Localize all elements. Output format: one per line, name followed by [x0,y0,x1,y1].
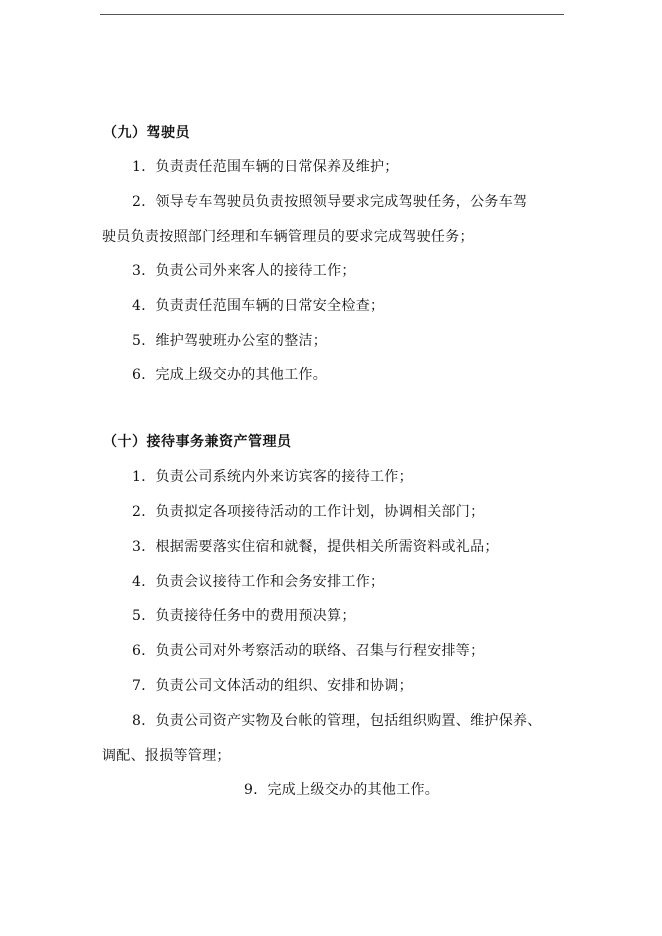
section-heading-driver: （九）驾驶员 [103,125,190,141]
driver-duty-3: 3．负责公司外来客人的接待工作； [132,263,356,279]
reception-duty-8-continued: 调配、报损等管理； [102,748,231,764]
driver-duty-6: 6．完成上级交办的其他工作。 [132,367,328,383]
reception-duty-9: 9．完成上级交办的其他工作。 [244,782,440,798]
reception-duty-2: 2．负责拟定各项接待活动的工作计划，协调相关部门； [132,504,485,520]
reception-duty-1: 1．负责公司系统内外来访宾客的接待工作； [132,469,413,485]
reception-duty-4: 4．负责会议接待工作和会务安排工作； [132,574,385,590]
driver-duty-2-continued: 驶员负责按照部门经理和车辆管理员的要求完成驾驶任务； [102,229,474,245]
header-rule [100,14,564,15]
reception-duty-6: 6．负责公司对外考察活动的联络、召集与行程安排等； [132,643,485,659]
driver-duty-5: 5．维护驾驶班办公室的整洁； [132,333,328,349]
driver-duty-1: 1．负责责任范围车辆的日常保养及维护； [132,159,399,175]
reception-duty-8: 8．负责公司资产实物及台帐的管理，包括组织购置、维护保养、 [132,713,542,729]
reception-duty-7: 7．负责公司文体活动的组织、安排和协调； [132,678,413,694]
reception-duty-5: 5．负责接待任务中的费用预决算； [132,608,356,624]
driver-duty-4: 4．负责责任范围车辆的日常安全检查； [132,298,385,314]
section-heading-reception-asset: （十）接待事务兼资产管理员 [103,434,292,450]
driver-duty-2: 2．领导专车驾驶员负责按照领导要求完成驾驶任务，公务车驾 [132,194,528,210]
reception-duty-3: 3．根据需要落实住宿和就餐，提供相关所需资料或礼品； [132,539,499,555]
